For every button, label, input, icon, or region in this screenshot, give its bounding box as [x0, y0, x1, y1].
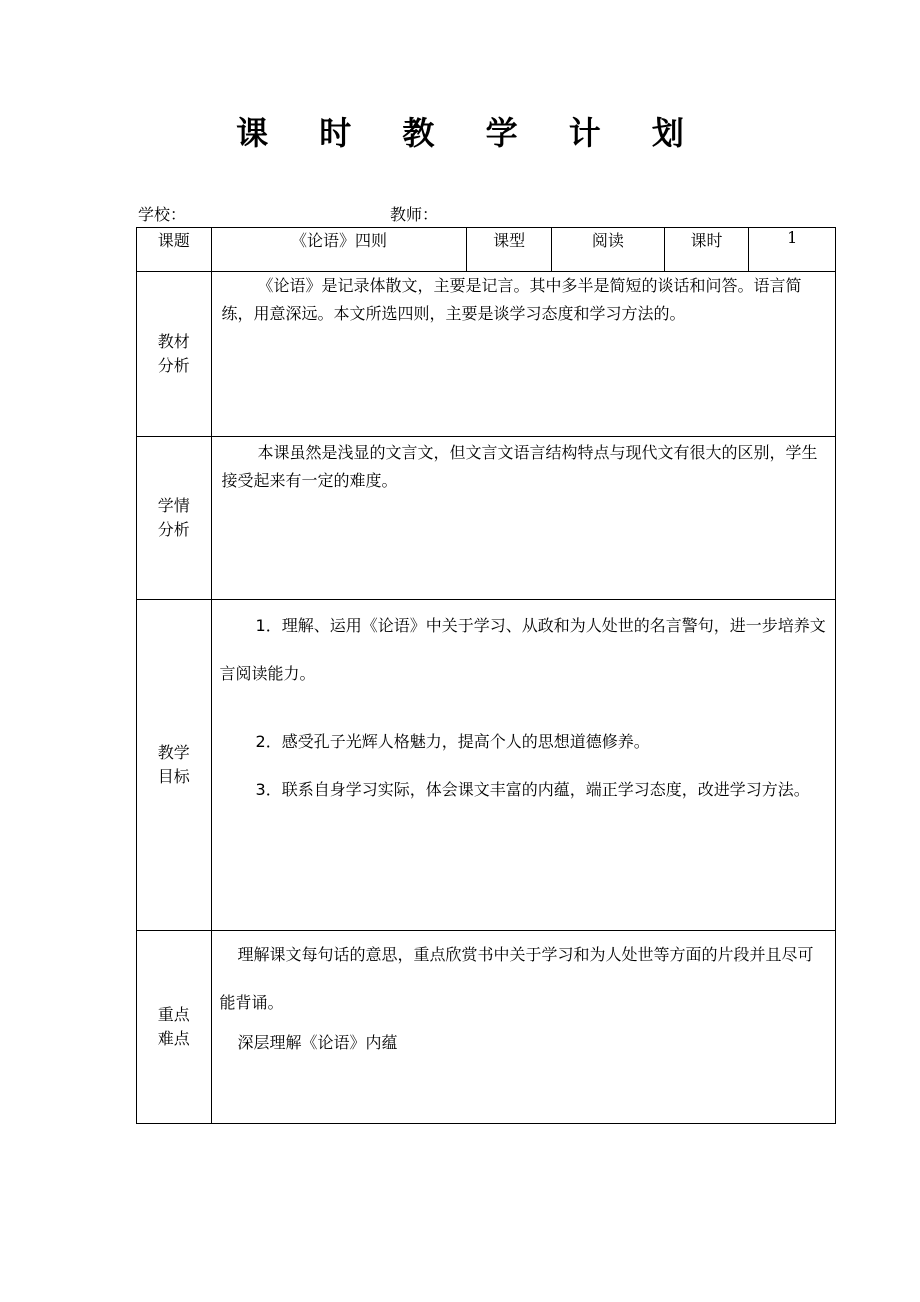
page-title: 课 时 教 学 计 划 [236, 114, 704, 152]
teaching-goal-2: 2．感受孔子光辉人格魅力，提高个人的思想道德修养。 [255, 732, 650, 751]
student-analysis-label-line2: 分析 [157, 520, 190, 539]
textbook-analysis-label [137, 272, 212, 437]
teaching-goals-row [137, 600, 836, 931]
teaching-goals-label-line1: 教学 [157, 743, 190, 762]
class-hours-label: 课时 [664, 228, 749, 272]
teaching-goal-1: 1．理解、运用《论语》中关于学习、从政和为人处世的名言警句，进一步培养文言阅读能力。 [219, 616, 826, 683]
teaching-goals-label [137, 600, 212, 931]
textbook-analysis-label-line2: 分析 [157, 356, 190, 375]
class-hours-value: 1 [749, 228, 836, 272]
student-analysis-label-line1: 学情 [157, 496, 190, 515]
student-analysis-row [137, 437, 836, 600]
topic-label: 课题 [137, 228, 212, 272]
key-points-label [137, 931, 212, 1124]
teaching-goals-content [212, 600, 835, 814]
key-point-2: 深层理解《论语》内蕴 [237, 1033, 398, 1052]
textbook-analysis-label-line1: 教材 [157, 332, 190, 351]
teacher-label: 教师： [390, 205, 439, 224]
student-analysis-label [137, 437, 212, 600]
key-points-label-line1: 重点 [157, 1005, 190, 1024]
textbook-analysis-content: 《论语》是记录体散文，主要是记言。其中多半是简短的谈话和问答。语言简练，用意深远。本文所选四则，主要是谈学习态度和学习方法的。 [221, 276, 802, 323]
key-points-row [137, 931, 836, 1124]
student-analysis-content: 本课虽然是浅显的文言文，但文言文语言结构特点与现代文有很大的区别，学生接受起来有一定的难度。 [221, 443, 818, 490]
lesson-plan-table [136, 227, 836, 1124]
lesson-type-label: 课型 [467, 228, 552, 272]
school-label: 学校： [138, 205, 187, 224]
textbook-analysis-row [137, 272, 836, 437]
lesson-type-value: 阅读 [551, 228, 664, 272]
key-points-label-line2: 难点 [157, 1029, 190, 1048]
table-header-row [137, 228, 836, 272]
topic-value: 《论语》四则 [211, 228, 467, 272]
key-points-cell [211, 931, 835, 1124]
student-analysis-cell [211, 437, 835, 600]
teaching-goals-cell [211, 600, 835, 931]
teaching-goals-label-line2: 目标 [157, 767, 190, 786]
textbook-analysis-cell [211, 272, 835, 437]
key-point-1: 理解课文每句话的意思，重点欣赏书中关于学习和为人处世等方面的片段并且尽可能背诵。 [219, 945, 814, 1012]
spacer [220, 698, 827, 718]
teaching-goal-3: 3．联系自身学习实际，体会课文丰富的内蕴，端正学习态度，改进学习方法。 [255, 780, 810, 799]
key-points-content [212, 931, 835, 1059]
